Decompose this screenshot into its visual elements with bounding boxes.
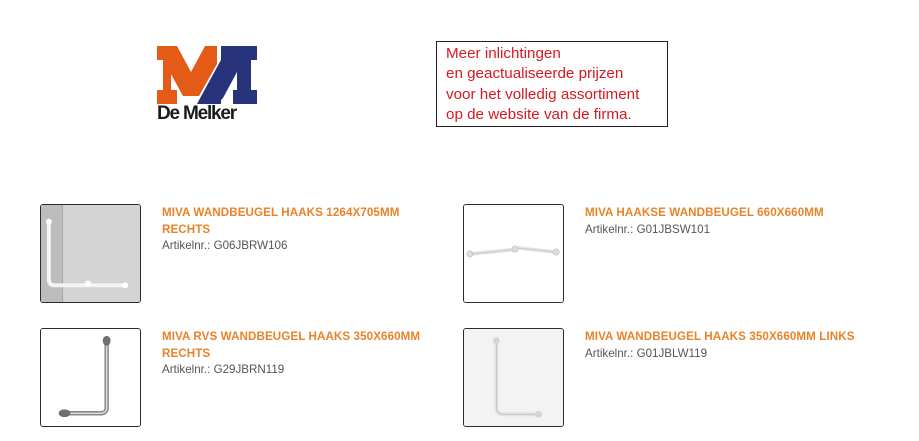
- product-image[interactable]: [463, 204, 564, 303]
- article-label: Artikelnr.:: [162, 363, 211, 376]
- notice-line: en geactualiseerde prijzen: [446, 65, 624, 83]
- article-code: G29JBRN119: [213, 363, 285, 376]
- stainless-grab-bar-icon: [41, 329, 140, 426]
- product-image[interactable]: [40, 328, 141, 427]
- notice-line: Meer inlichtingen: [446, 45, 561, 62]
- logo-wordmark: De Melker: [157, 103, 236, 124]
- article-code: G06JBRW106: [213, 239, 288, 252]
- article-label: Artikelnr.:: [162, 239, 211, 252]
- article-number: [585, 346, 865, 362]
- angled-grab-bar-icon: [464, 205, 563, 302]
- product-title-link[interactable]: MIVA WANDBEUGEL HAAKS 350X660MM LINKS: [585, 330, 855, 343]
- article-number: [585, 222, 865, 238]
- article-label: Artikelnr.:: [585, 346, 634, 360]
- article-code: G01JBSW101: [636, 222, 711, 236]
- product-title-link[interactable]: MIVA WANDBEUGEL HAAKS 1264X705MM RECHTS: [162, 206, 400, 236]
- company-logo: [157, 46, 257, 126]
- notice-line: voor het volledig assortiment: [446, 85, 640, 103]
- product-title-link[interactable]: MIVA HAAKSE WANDBEUGEL 660X660MM: [585, 206, 824, 219]
- grab-bar-wall-photo-icon: [41, 205, 140, 302]
- article-number: [162, 238, 442, 254]
- info-notice-box: [436, 41, 668, 127]
- notice-line: op de website van de firma.: [446, 105, 632, 123]
- article-label: Artikelnr.:: [585, 222, 634, 236]
- product-title-link[interactable]: MIVA RVS WANDBEUGEL HAAKS 350X660MM RECHTS: [162, 330, 421, 360]
- article-code: G01JBLW119: [636, 346, 708, 360]
- product-image[interactable]: [463, 328, 564, 427]
- article-number: [162, 362, 442, 378]
- logo-mark-icon: [157, 46, 257, 104]
- left-grab-bar-icon: [464, 329, 563, 426]
- product-image[interactable]: [40, 204, 141, 303]
